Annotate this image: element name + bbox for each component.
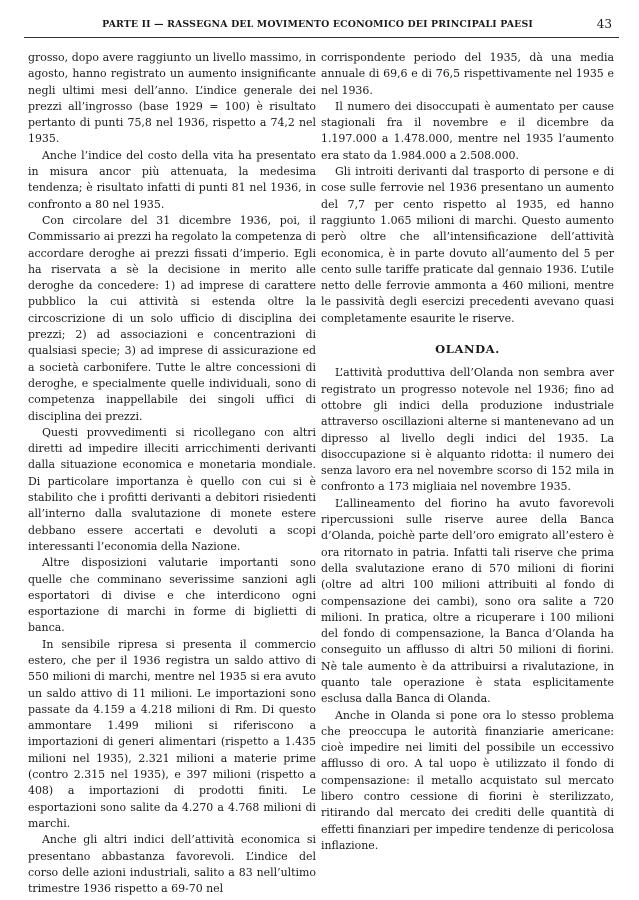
running-header [24, 19, 611, 35]
paragraph: L’allineamento del fiorino ha avuto favorevoli ripercussioni sulle riserve auree della Banca d’Olanda, poichè parte dell’oro emigrato all’estero è ora ritornato in patria. Infatti tali riserve che prima della svalutazione erano di 570 milioni di fiorini (oltre ad altri 100 milioni attribuiti al fondo di compensazione dei cambi), sono ora salite a 720 milioni. In pratica, oltre a ricuperare i 100 milioni del fondo di compensazione, la Banca d’Olanda ha conseguito un afflusso di altri 50 milioni di fiorini. Nè tale aumento è da attribuirsi a rivalutazione, in quanto tale operazione è stata esplicitamente esclusa dalla Banca di Olanda. [321, 496, 614, 706]
paragraph: Il numero dei disoccupati è aumentato per cause stagionali fra il novembre e il dicembre da 1.197.000 a 1.478.000, mentre nel 1935 l’aumento era stato da 1.984.000 a 2.508.000. [321, 99, 614, 162]
paragraph: L’attività produttiva dell’Olanda non sembra aver registrato un progresso notevole nel 1936; fino ad ottobre gli indici della produzione industriale attraverso oscillazioni alterne si mantenevano ad un dipresso al livello degli indici del 1935. La disoccupazione si è alquanto ridotta: il numero dei senza lavoro era nel novembre scorso di 152 mila in confronto a 173 migliaia nel novembre 1935. [321, 366, 614, 494]
paragraph: Gli introiti derivanti dal trasporto di persone e di cose sulle ferrovie nel 1936 presentano un aumento del 7,7 per cento rispetto al 1935, ed hanno raggiunto 1.065 milioni di marchi. Questo aumento però oltre che all’intensificazione dell’attività economica, è in parte dovuto all’aumento del 5 per cento sulle tariffe praticate dal gennaio 1936. L’utile netto delle ferrovie ammonta a 460 milioni, mentre le passività degli esercizi precedenti avevano quasi completamente esaurite le riserve. [321, 165, 614, 325]
paragraph: Questi provvedimenti si ricollegano con altri diretti ad impedire illeciti arricchimenti derivanti dalla situazione economica e monetaria mondiale. Di particolare importanza è quello con cui si è stabilito che i profitti derivanti a debitori risiedenti all’interno dalla svalutazione di monete estere debbano essere accertati e devoluti a scopi interessanti l’economia della Nazione. [28, 425, 316, 553]
paragraph: Anche l’indice del costo della vita ha presentato in misura ancor più attenuata, la medesima tendenza; è risultato infatti di punti 81 nel 1936, in confronto a 80 nel 1935. [28, 148, 316, 211]
header-rule [24, 37, 619, 38]
paragraph: In sensibile ripresa si presenta il commercio estero, che per il 1936 registra un saldo attivo di 550 milioni di marchi, mentre nel 1935 si era avuto un saldo attivo di 11 milioni. Le importazioni sono passate da 4.159 a 4.218 milioni di Rm. Di questo ammontare 1.499 milioni si riferiscono a importazioni di generi alimentari (rispetto a 1.435 milioni nel 1935), 2.321 milioni a materie prime (contro 2.315 nel 1935), e 397 milioni (rispetto a 408) a importazioni di prodotti finiti. Le esportazioni sono salite da 4.270 a 4.768 milioni di marchi. [28, 637, 316, 830]
right-column [321, 50, 614, 854]
page-number: 43 [596, 17, 612, 31]
paragraph: Anche in Olanda si pone ora lo stesso problema che preoccupa le autorità finanziarie americane: cioè impedire nei limiti del possibile un eccessivo afflusso di oro. A tal uopo è utilizzato il fondo di compensazione: il metallo acquistato sul mercato libero contro cessione di fiorini è sterilizzato, ritirando dal mercato dei crediti delle quantità di effetti finanziari per impedire tendenze di pericolosa inflazione. [321, 708, 614, 852]
paragraph: grosso, dopo avere raggiunto un livello massimo, in agosto, hanno registrato un aumento insignificante negli ultimi mesi dell’anno. L’indice generale dei prezzi all’ingrosso (base 1929 = 100) è risultato pertanto di punti 75,8 nel 1936, rispetto a 74,2 nel 1935. [28, 51, 316, 146]
paragraph: corrispondente periodo del 1935, dà una media annuale di 69,6 e di 76,5 rispettivamente nel 1935 e nel 1936. [321, 51, 614, 97]
paragraph: Altre disposizioni valutarie importanti sono quelle che comminano severissime sanzioni agli esportatori di divise e che interdicono ogni esportazione di marchi in forme di biglietti di banca. [28, 556, 316, 635]
left-column [28, 50, 316, 897]
section-heading-olanda: OLANDA. [435, 342, 500, 357]
paragraph: Con circolare del 31 dicembre 1936, poi, il Commissario ai prezzi ha regolato la competenza di accordare deroghe ai prezzi fissati d’imperio. Egli ha riservata a sè la decisione in merito alle deroghe da concedere: 1) ad imprese di carattere pubblico la cui attività si estenda oltre la circoscrizione di un solo ufficio di disciplina dei prezzi; 2) ad associazioni e concentrazioni di qualsiasi specie; 3) ad imprese di assicurazione ed a società carbonifere. Tutte le altre concessioni di deroghe, e specialmente quelle individuali, sono di competenza inappellabile dei singoli uffici di disciplina dei prezzi. [28, 213, 316, 423]
running-header-title: PARTE II — RASSEGNA DEL MOVIMENTO ECONOMICO DEI PRINCIPALI PAESI [102, 19, 533, 30]
paragraph: Anche gli altri indici dell’attività economica si presentano abbastanza favorevoli. L’indice del corso delle azioni industriali, salito a 83 nell’ultimo trimestre 1936 rispetto a 69-70 nel [28, 833, 316, 896]
